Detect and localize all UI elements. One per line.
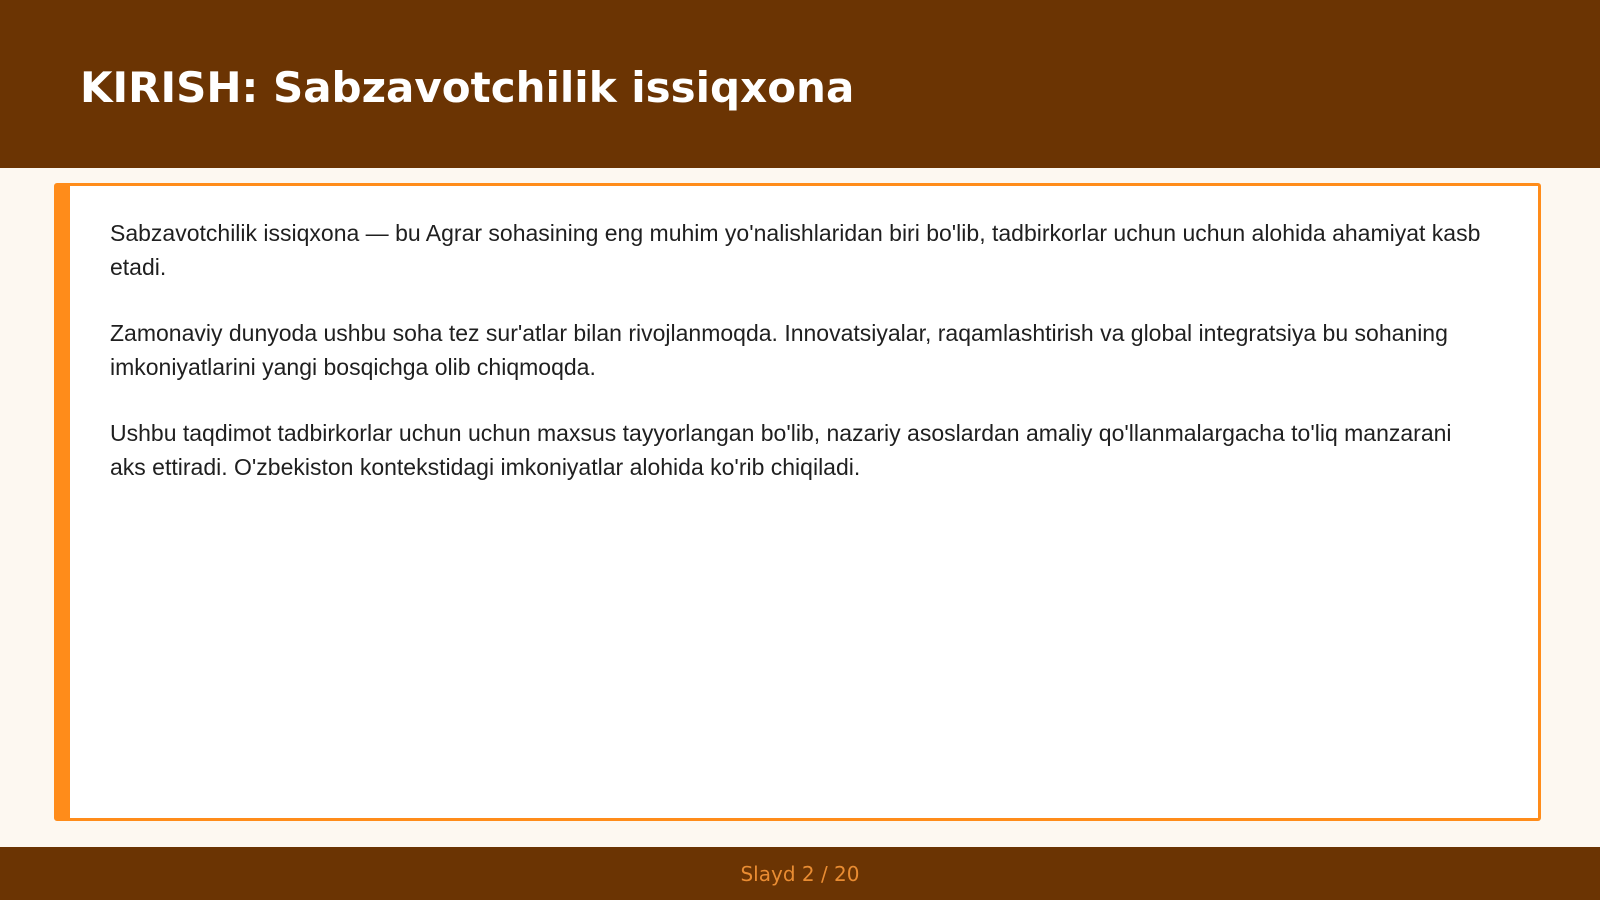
slide-title: KIRISH: Sabzavotchilik issiqxona xyxy=(80,63,855,112)
intro-paragraph-3: Ushbu taqdimot tadbirkorlar uchun uchun maxsus tayyorlangan bo'lib, nazariy asoslardan amaliy qo'llanmalargacha to'liq manzarani aks ettiradi. O'zbekiston kontekstidagi imkoniyatlar alohida ko'rib chiqiladi. xyxy=(110,420,1452,480)
intro-paragraph-1: Sabzavotchilik issiqxona — bu Agrar sohasining eng muhim yo'nalishlaridan biri bo'lib, tadbirkorlar uchun uchun alohida ahamiyat kasb etadi. xyxy=(110,220,1481,280)
intro-paragraph-2: Zamonaviy dunyoda ushbu soha tez sur'atlar bilan rivojlanmoqda. Innovatsiyalar, raqamlashtirish va global integratsiya bu sohaning imkoniyatlarini yangi bosqichga olib chiqmoqda. xyxy=(110,320,1448,380)
content-box xyxy=(54,183,1541,821)
slide-counter: Slayd 2 / 20 xyxy=(740,862,860,886)
slide-header xyxy=(0,0,1600,168)
slide-footer xyxy=(0,847,1600,900)
